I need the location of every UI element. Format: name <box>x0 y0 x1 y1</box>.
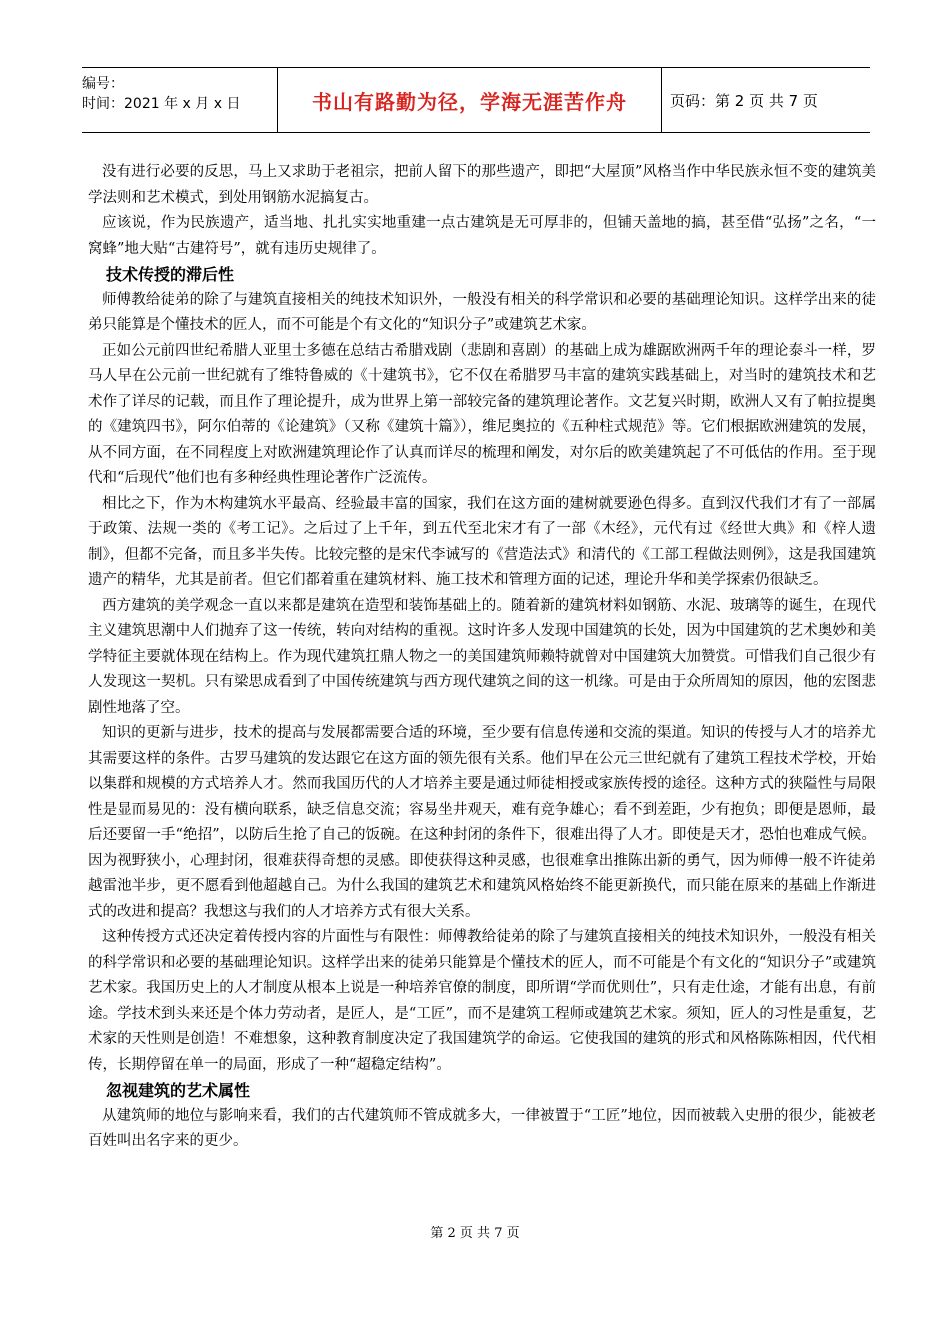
header-page-label: 页码：第 2 页 共 7 页 <box>670 91 818 110</box>
section-heading: 技术传授的滞后性 <box>106 265 235 284</box>
paragraph: 正如公元前四世纪希腊人亚里士多德在总结古希腊戏剧（悲剧和喜剧）的基础上成为雄踞欧洲两千年的理论泰斗一样，罗马人早在公元前一世纪就有了维特鲁威的《十建筑书》，它不仅在希腊罗马丰富的建筑实践基础上，对当时的建筑技术和艺术作了详尽的记载，而且作了理论提升，成为世界上第一部较完备的建筑理论著作。文艺复兴时期，欧洲人又有了帕拉提奥的《建筑四书》，阿尔伯蒂的《论建筑》（又称《建筑十篇》），维尼奥拉的《五种柱式规范》等。它们根据欧洲建筑的发展，从不同方面，在不同程度上对欧洲建筑理论作了认真而详尽的梳理和阐发，对尔后的欧美建筑起了不可低估的作用。至于现代和“后现代”他们也有多种经典性理论著作广泛流传。 <box>88 342 876 486</box>
paragraph: 从建筑师的地位与影响来看，我们的古代建筑师不管成就多大，一律被置于“工匠”地位，因而被载入史册的很少，能被老百姓叫出名字来的更少。 <box>88 1107 876 1149</box>
paragraph: 没有进行必要的反思，马上又求助于老祖宗，把前人留下的那些遗产，即把“大屋顶”风格当作中华民族永恒不变的建筑美学法则和艺术模式，到处用钢筋水泥搞复古。 <box>88 164 876 206</box>
document-body <box>88 160 876 1155</box>
header-meta <box>82 68 278 132</box>
paragraph: 西方建筑的美学观念一直以来都是建筑在造型和装饰基础上的。随着新的建筑材料如钢筋、水泥、玻璃等的诞生，在现代主义建筑思潮中人们抛弃了这一传统，转向对结构的重视。这时许多人发现中国建筑的长处，因为中国建筑的艺术奥妙和美学特征主要就体现在结构上。作为现代建筑扛鼎人物之一的美国建筑师赖特就曾对中国建筑大加赞赏。可惜我们自己很少有人发现这一契机。只有梁思成看到了中国传统建筑与西方现代建筑之间的这一机缘。可是由于众所周知的原因，他的宏图悲剧性地落了空。 <box>88 597 876 716</box>
time-label: 时间：2021 年 x 月 x 日 <box>82 96 241 112</box>
paragraph: 应该说，作为民族遗产，适当地、扎扎实实地重建一点古建筑是无可厚非的，但铺天盖地的搞，甚至借“弘扬”之名，“一窝蜂”地大贴“古建符号”，就有违历史规律了。 <box>88 215 876 257</box>
section-heading: 忽视建筑的艺术属性 <box>106 1081 251 1100</box>
paragraph: 这种传授方式还决定着传授内容的片面性与有限性：师傅教给徒弟的除了与建筑直接相关的纯技术知识外，一般没有相关的科学常识和必要的基础理论知识。这样学出来的徒弟只能算是个懂技术的匠人，而不可能是个有文化的“知识分子”或建筑艺术家。我国历史上的人才制度从根本上说是一种培养官僚的制度，即所谓“学而优则仕”，只有走仕途，才能有出息，有前途。学技术到头来还是个体力劳动者，是匠人，是“工匠”，而不是建筑工程师或建筑艺术家。须知，匠人的习性是重复，艺术家的天性则是创造！不难想象，这种教育制度决定了我国建筑学的命运。它使我国的建筑的形式和风格陈陈相因，代代相传，长期停留在单一的局面，形成了一种“超稳定结构”。 <box>88 929 876 1073</box>
paragraph: 师傅教给徒弟的除了与建筑直接相关的纯技术知识外，一般没有相关的科学常识和必要的基础理论知识。这样学出来的徒弟只能算是个懂技术的匠人，而不可能是个有文化的“知识分子”或建筑艺术家。 <box>88 291 876 333</box>
page-header <box>82 67 870 133</box>
page-footer: 第 2 页 共 7 页 <box>430 1226 520 1241</box>
paragraph: 知识的更新与进步，技术的提高与发展都需要合适的环境，至少要有信息传递和交流的渠道。知识的传授与人才的培养尤其需要这样的条件。古罗马建筑的发达跟它在这方面的领先很有关系。他们早在公元三世纪就有了建筑工程技术学校，开始以集群和规模的方式培养人才。然而我国历代的人才培养主要是通过师徒相授或家族传授的途径。这种方式的狭隘性与局限性是显而易见的：没有横向联系，缺乏信息交流；容易坐井观天，难有竞争雄心；看不到差距，少有抱负；即便是恩师，最后还要留一手“绝招”，以防后生抢了自己的饭碗。在这种封闭的条件下，很难出得了人才。即使是天才，恐怕也难成气候。因为视野狭小，心理封闭，很难获得奇想的灵感。即使获得这种灵感，也很难拿出推陈出新的勇气，因为师傅一般不许徒弟越雷池半步，更不愿看到他超越自己。为什么我国的建筑艺术和建筑风格始终不能更新换代，而只能在原来的基础上作渐进式的改进和提高？我想这与我们的人才培养方式有很大关系。 <box>88 725 876 920</box>
paragraph: 相比之下，作为木构建筑水平最高、经验最丰富的国家，我们在这方面的建树就要逊色得多。直到汉代我们才有了一部属于政策、法规一类的《考工记》。之后过了上千年，到五代至北宋才有了一部《木经》，元代有过《经世大典》和《梓人遗制》，但都不完备，而且多半失传。比较完整的是宋代李诫写的《营造法式》和清代的《工部工程做法则例》，这是我国建筑遗产的精华，尤其是前者。但它们都着重在建筑材料、施工技术和管理方面的记述，理论升华和美学探索仍很缺乏。 <box>88 495 876 588</box>
header-motto: 书山有路勤为径，学海无涯苦作舟 <box>278 68 662 132</box>
number-label: 编号： <box>82 76 124 92</box>
